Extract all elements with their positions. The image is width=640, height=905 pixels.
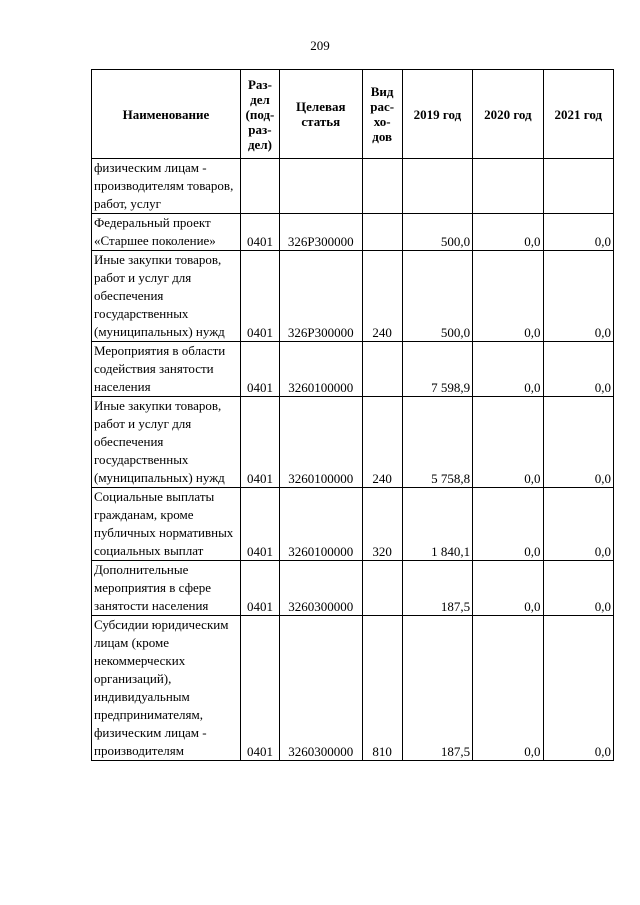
row-2021: 0,0 [543,251,613,342]
row-vid: 240 [362,397,402,488]
header-vid: Вид рас-хо-дов [362,70,402,159]
row-2020: 0,0 [473,488,543,561]
row-2021: 0,0 [543,342,613,397]
row-name: Субсидии юридическим лицам (кроме некоммерческих организаций), индивидуальным предпринимателям, физическим лицам - производителям [92,616,241,761]
row-2019: 500,0 [402,251,472,342]
row-razdel: 0401 [240,397,279,488]
row-target: 326P300000 [280,214,362,251]
table-row [92,342,614,397]
header-2020: 2020 год [473,70,543,159]
table-row [92,214,614,251]
row-2019: 5 758,8 [402,397,472,488]
row-target [280,159,362,214]
row-2020: 0,0 [473,397,543,488]
page-number: 209 [310,38,330,53]
row-vid: 320 [362,488,402,561]
row-2019: 187,5 [402,616,472,761]
budget-table [91,69,614,761]
row-2020: 0,0 [473,561,543,616]
table-header-row [92,70,614,159]
row-vid: 810 [362,616,402,761]
row-target: 326P300000 [280,251,362,342]
row-2020: 0,0 [473,342,543,397]
row-2019: 1 840,1 [402,488,472,561]
row-name: Иные закупки товаров, работ и услуг для обеспечения государственных (муниципальных) нужд [92,397,241,488]
header-target: Целевая статья [280,70,362,159]
header-name: Наименование [92,70,241,159]
row-name: Мероприятия в области содействия занятости населения [92,342,241,397]
row-2019: 500,0 [402,214,472,251]
row-vid [362,561,402,616]
table-row [92,488,614,561]
row-target: 3260100000 [280,488,362,561]
row-2021: 0,0 [543,214,613,251]
row-2021: 0,0 [543,488,613,561]
row-razdel: 0401 [240,342,279,397]
row-2019: 187,5 [402,561,472,616]
header-2021: 2021 год [543,70,613,159]
row-2019: 7 598,9 [402,342,472,397]
row-razdel: 0401 [240,561,279,616]
row-razdel [240,159,279,214]
row-razdel: 0401 [240,616,279,761]
row-name: Иные закупки товаров, работ и услуг для обеспечения государственных (муниципальных) нужд [92,251,241,342]
row-vid [362,342,402,397]
row-name: физическим лицам - производителям товаров, работ, услуг [92,159,241,214]
row-razdel: 0401 [240,214,279,251]
row-vid [362,214,402,251]
row-razdel: 0401 [240,488,279,561]
row-2021 [543,159,613,214]
table-row [92,561,614,616]
row-name: Социальные выплаты гражданам, кроме публичных нормативных социальных выплат [92,488,241,561]
table-row [92,159,614,214]
row-target: 3260300000 [280,561,362,616]
table-row [92,251,614,342]
row-2020 [473,159,543,214]
header-razdel: Раз-дел (под-раз-дел) [240,70,279,159]
row-target: 3260300000 [280,616,362,761]
row-vid: 240 [362,251,402,342]
row-2021: 0,0 [543,561,613,616]
row-target: 3260100000 [280,397,362,488]
row-2021: 0,0 [543,397,613,488]
row-name: Федеральный проект «Старшее поколение» [92,214,241,251]
row-name: Дополнительные мероприятия в сфере занятости населения [92,561,241,616]
table-row [92,397,614,488]
row-target: 3260100000 [280,342,362,397]
row-2020: 0,0 [473,214,543,251]
row-vid [362,159,402,214]
table-row [92,616,614,761]
row-2021: 0,0 [543,616,613,761]
row-2020: 0,0 [473,251,543,342]
header-2019: 2019 год [402,70,472,159]
row-razdel: 0401 [240,251,279,342]
row-2019 [402,159,472,214]
row-2020: 0,0 [473,616,543,761]
